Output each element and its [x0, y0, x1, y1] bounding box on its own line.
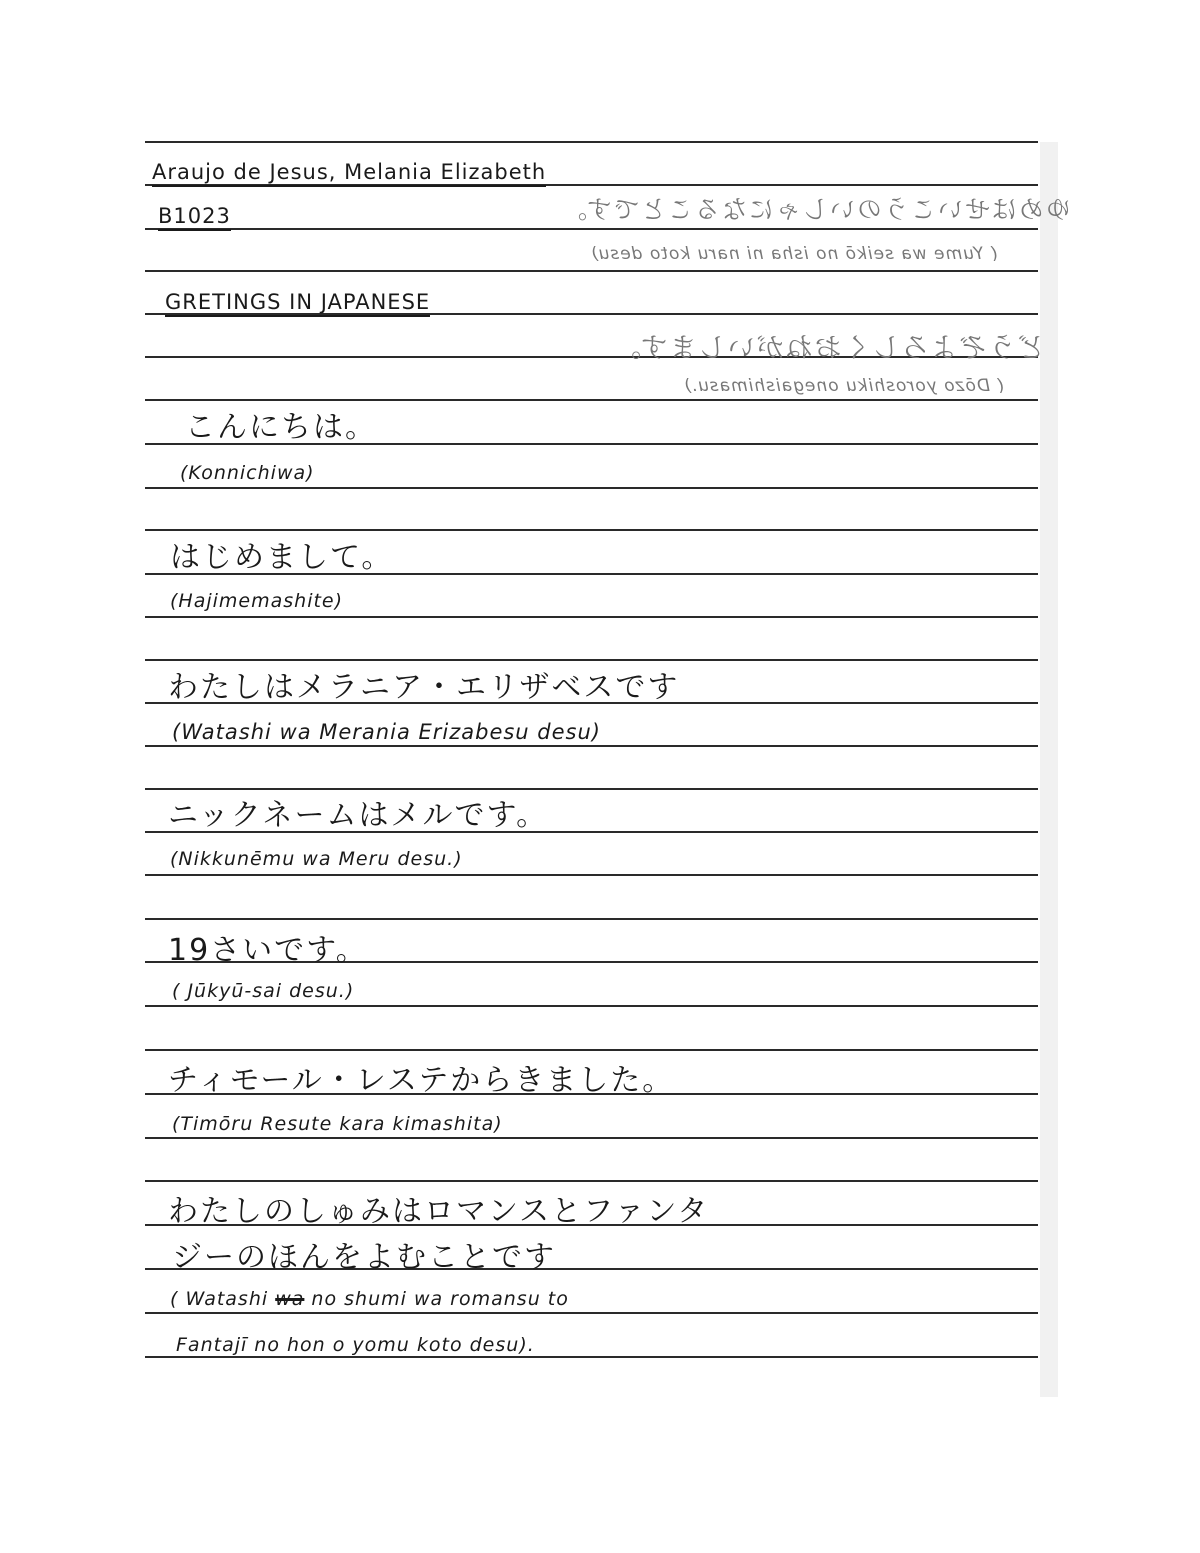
- greeting-romaji: ( Jūkyū-sai desu.): [172, 980, 355, 1002]
- struck-word: wa: [275, 1288, 305, 1310]
- student-name: Araujo de Jesus, Melania Elizabeth: [152, 160, 546, 187]
- hobby-japanese-line-2: ジーのほんをよむことです: [172, 1240, 556, 1275]
- greeting-japanese: チィモール・レステからきました。: [168, 1063, 675, 1098]
- ruled-line: [145, 745, 1038, 747]
- ruled-line: [145, 1049, 1038, 1051]
- ruled-line: [145, 616, 1038, 618]
- bleed-through-romaji: ( Yume wa seikō no isha ni naru koto desu): [590, 244, 998, 264]
- bleed-through-text: ゆめはせいこうのいしゃになることです。: [560, 195, 1072, 224]
- ruled-line: [145, 874, 1038, 876]
- hobby-romaji-line-1: [170, 1288, 569, 1310]
- ruled-line: [145, 529, 1038, 531]
- romaji-suffix: no shumi wa romansu to: [304, 1288, 569, 1310]
- hobby-romaji-line-2: Fantajī no hon o yomu koto desu).: [176, 1334, 535, 1356]
- ruled-line: [145, 1356, 1038, 1358]
- greeting-romaji: (Nikkunēmu wa Meru desu.): [170, 848, 463, 870]
- ruled-line: [145, 487, 1038, 489]
- ruled-line: [145, 1312, 1038, 1314]
- bleed-through-romaji: ( Dōzo yoroshiku onegaishimasu.): [683, 376, 1005, 396]
- ruled-line: [145, 399, 1038, 401]
- bleed-through-text: どうぞよろしくおねがいします。: [612, 333, 1045, 364]
- ruled-line: [145, 659, 1038, 661]
- greeting-japanese: ニックネームはメルです。: [168, 798, 549, 833]
- ruled-line: [145, 1005, 1038, 1007]
- greeting-japanese: こんにちは。: [185, 410, 377, 445]
- student-id: B1023: [158, 204, 231, 231]
- page-title: GRETINGS IN JAPANESE: [165, 290, 430, 317]
- ruled-line: [145, 228, 1038, 230]
- greeting-japanese: わたしはメラニア・エリザベスです: [168, 670, 680, 705]
- ruled-line: [145, 918, 1038, 920]
- ruled-line: [145, 270, 1038, 272]
- ruled-line: [145, 1137, 1038, 1139]
- greeting-romaji: (Watashi wa Merania Erizabesu desu): [172, 720, 601, 744]
- hobby-japanese-line-1: わたしのしゅみはロマンスとファンタ: [168, 1194, 710, 1229]
- romaji-prefix: ( Watashi: [170, 1288, 276, 1310]
- greeting-japanese: はじめまして。: [170, 540, 394, 575]
- ruled-line: [145, 1180, 1038, 1182]
- ruled-line: [145, 141, 1038, 143]
- greeting-romaji: (Hajimemashite): [170, 590, 344, 612]
- greeting-romaji: (Timōru Resute kara kimashita): [172, 1113, 503, 1135]
- greeting-japanese: 19さいです。: [168, 933, 368, 968]
- greeting-romaji: (Konnichiwa): [180, 462, 315, 484]
